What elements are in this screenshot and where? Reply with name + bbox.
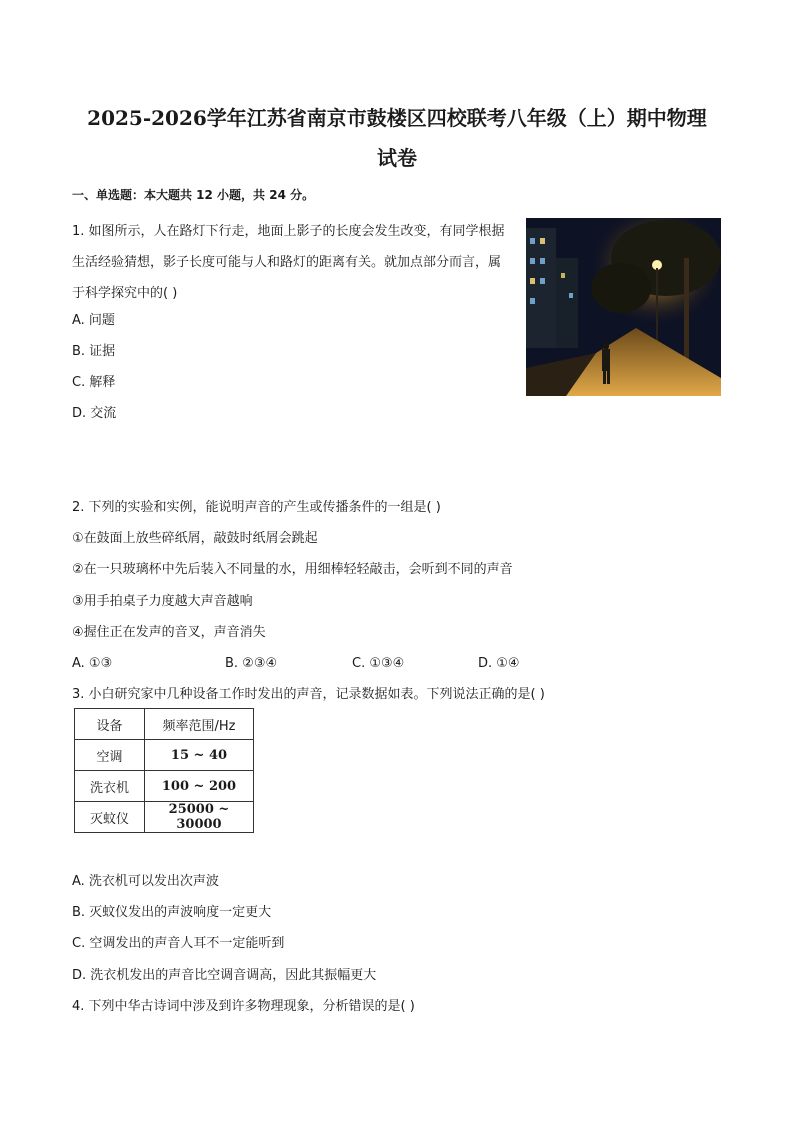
table-row — [75, 771, 254, 802]
frequency-table — [74, 708, 254, 833]
question-1-option-c: C. 解释 — [72, 375, 116, 390]
table-header: 设备 — [75, 709, 145, 740]
question-2-item-4: ④握住正在发声的音叉，声音消失 — [72, 625, 266, 640]
question-1-option-a: A. 问题 — [72, 313, 115, 328]
table-cell-frequency: 25000 ~ 30000 — [145, 802, 254, 833]
question-2-option-a: A. ①③ — [72, 656, 113, 671]
question-1-stem: 1. 如图所示，人在路灯下行走，地面上影子的长度会发生改变，有同学根据生活经验猜想，影子长度可能与人和路灯的距离有关。就加点部分而言，属于科学探究中的( ) — [72, 224, 505, 301]
table-cell-device: 洗衣机 — [75, 771, 145, 802]
question-2-stem: 2. 下列的实验和实例，能说明声音的产生或传播条件的一组是( ) — [72, 500, 441, 515]
question-2-option-b: B. ②③④ — [225, 656, 278, 671]
table-row — [75, 740, 254, 771]
question-3-option-d: D. 洗衣机发出的声音比空调音调高，因此其振幅更大 — [72, 968, 377, 983]
question-2-item-3: ③用手拍桌子力度越大声音越响 — [72, 594, 253, 609]
table-row — [75, 802, 254, 833]
question-2-option-d: D. ①④ — [478, 656, 520, 671]
question-3-option-b: B. 灭蚊仪发出的声波响度一定更大 — [72, 905, 272, 920]
question-2-item-2: ②在一只玻璃杯中先后装入不同量的水，用细棒轻轻敲击，会听到不同的声音 — [72, 562, 513, 577]
question-3-option-c: C. 空调发出的声音人耳不一定能听到 — [72, 936, 285, 951]
exam-title-line2: 试卷 — [377, 146, 417, 170]
question-1-option-b: B. 证据 — [72, 344, 116, 359]
question-2-option-c: C. ①③④ — [352, 656, 405, 671]
table-header-row — [75, 709, 254, 740]
street-lamp-photo — [526, 218, 721, 396]
table-cell-frequency: 100 ~ 200 — [145, 771, 254, 802]
exam-title-line1: 2025-2026学年江苏省南京市鼓楼区四校联考八年级（上）期中物理 — [87, 106, 707, 130]
question-2-options — [72, 654, 722, 674]
table-cell-device: 空调 — [75, 740, 145, 771]
question-4-stem: 4. 下列中华古诗词中涉及到许多物理现象，分析错误的是( ) — [72, 999, 415, 1014]
table-header: 频率范围/Hz — [145, 709, 254, 740]
question-2-item-1: ①在鼓面上放些碎纸屑，敲鼓时纸屑会跳起 — [72, 531, 318, 546]
question-1-option-d: D. 交流 — [72, 406, 117, 421]
question-3-option-a: A. 洗衣机可以发出次声波 — [72, 874, 219, 889]
section-heading: 一、单选题：本大题共 12 小题，共 24 分。 — [72, 188, 315, 202]
question-3-stem: 3. 小白研究家中几种设备工作时发出的声音，记录数据如表。下列说法正确的是( ) — [72, 687, 545, 702]
table-cell-frequency: 15 ~ 40 — [145, 740, 254, 771]
table-cell-device: 灭蚊仪 — [75, 802, 145, 833]
